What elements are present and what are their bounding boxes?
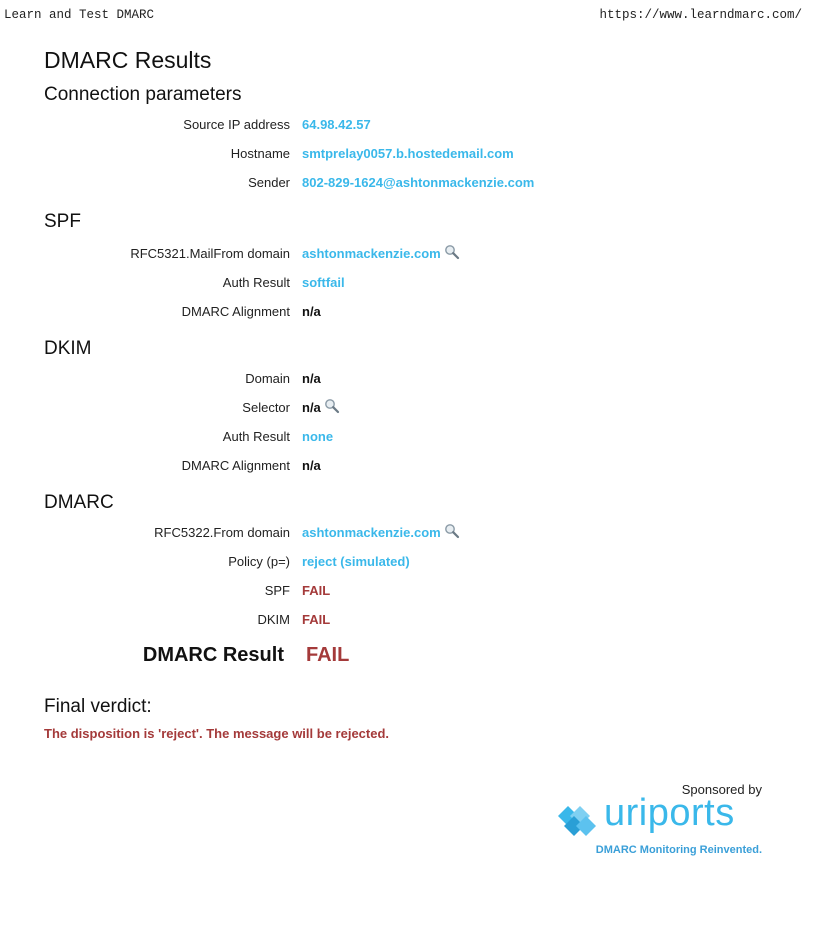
dmarc-result-value: FAIL [306, 644, 350, 666]
from-domain-value-wrap [302, 525, 460, 542]
uriports-logo-text: uriports [604, 792, 735, 834]
page-url[interactable]: https://www.learndmarc.com/ [599, 8, 802, 22]
sponsor-block[interactable] [540, 780, 780, 860]
mailfrom-domain-value-wrap [302, 246, 460, 263]
dmarc-row-dkim [44, 607, 784, 636]
page-title: DMARC Results [44, 47, 212, 73]
magnifier-icon[interactable] [444, 244, 460, 263]
spf-auth-result-label: Auth Result [222, 275, 290, 290]
from-domain-value[interactable]: ashtonmackenzie.com [302, 525, 441, 540]
from-domain-label: RFC5322.From domain [154, 525, 290, 540]
dkim-alignment-value: n/a [302, 458, 321, 473]
policy-value[interactable]: reject (simulated) [302, 554, 410, 569]
connection-row-sender [44, 170, 784, 199]
hostname-value[interactable]: smtprelay0057.b.hostedemail.com [302, 146, 514, 161]
dkim-row-auth-result [44, 424, 784, 453]
dmarc-dkim-value: FAIL [302, 612, 331, 627]
dkim-auth-result-label: Auth Result [222, 429, 290, 444]
dkim-selector-value: n/a [302, 400, 321, 415]
dmarc-spf-label: SPF [264, 583, 290, 598]
dmarc-spf-value: FAIL [302, 583, 331, 598]
spf-heading: SPF [44, 211, 81, 232]
sponsored-by-label: Sponsored by [681, 782, 762, 797]
dkim-row-domain [44, 366, 784, 395]
app-title: Learn and Test DMARC [4, 8, 155, 22]
results-content [44, 44, 784, 741]
dkim-domain-value: n/a [302, 371, 321, 386]
connection-row-hostname [44, 141, 784, 170]
connection-heading: Connection parameters [44, 84, 242, 105]
spf-row-mailfrom [44, 241, 784, 270]
sender-label: Sender [248, 175, 290, 190]
magnifier-icon[interactable] [324, 398, 340, 417]
verdict-text: The disposition is 'reject'. The message will be rejected. [44, 726, 390, 741]
dmarc-row-from-domain [44, 520, 784, 549]
dmarc-result-label: DMARC Result [142, 644, 284, 666]
dkim-domain-label: Domain [245, 371, 290, 386]
source-ip-label: Source IP address [183, 117, 290, 132]
dkim-alignment-label: DMARC Alignment [181, 458, 290, 473]
verdict-heading: Final verdict: [44, 696, 152, 717]
uriports-logo-icon [558, 802, 602, 843]
spf-alignment-value: n/a [302, 304, 321, 319]
magnifier-icon[interactable] [444, 523, 460, 542]
policy-label: Policy (p=) [228, 554, 290, 569]
dkim-selector-value-wrap [302, 400, 340, 417]
dkim-auth-result-value[interactable]: none [302, 429, 334, 444]
dmarc-row-spf [44, 578, 784, 607]
spf-row-alignment [44, 299, 784, 328]
spf-rows [44, 241, 784, 328]
dkim-row-selector [44, 395, 784, 424]
dmarc-dkim-label: DKIM [257, 612, 290, 627]
dkim-selector-label: Selector [242, 400, 290, 415]
dmarc-rows [44, 520, 784, 636]
dmarc-result-row [44, 636, 784, 680]
browser-header [0, 0, 820, 28]
dkim-heading: DKIM [44, 338, 92, 359]
sponsor-tagline: DMARC Monitoring Reinvented. [595, 844, 762, 856]
source-ip-value[interactable]: 64.98.42.57 [302, 117, 371, 132]
dmarc-row-policy [44, 549, 784, 578]
dkim-rows [44, 366, 784, 482]
mailfrom-domain-label: RFC5321.MailFrom domain [130, 246, 290, 261]
spf-row-auth-result [44, 270, 784, 299]
connection-row-source-ip [44, 112, 784, 141]
mailfrom-domain-value[interactable]: ashtonmackenzie.com [302, 246, 441, 261]
dkim-row-alignment [44, 453, 784, 482]
hostname-label: Hostname [230, 146, 290, 161]
spf-auth-result-value[interactable]: softfail [302, 275, 345, 290]
spf-alignment-label: DMARC Alignment [181, 304, 290, 319]
sender-value[interactable]: 802-829-1624@ashtonmackenzie.com [302, 175, 535, 190]
connection-rows [44, 112, 784, 199]
dmarc-heading: DMARC [44, 492, 114, 513]
